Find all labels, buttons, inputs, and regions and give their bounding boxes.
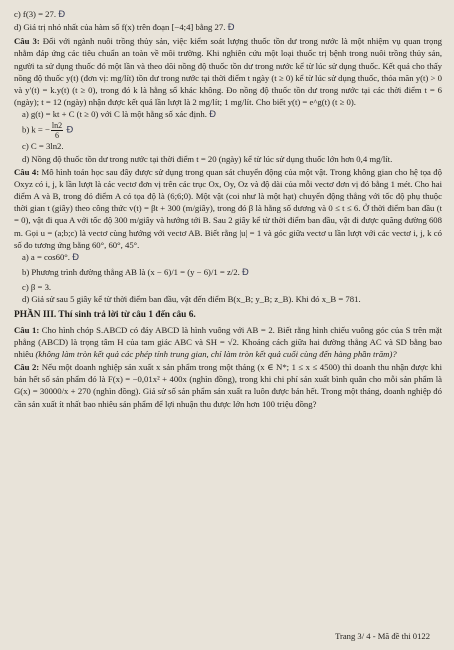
page-footer: Trang 3/ 4 - Mã đề thi 0122: [335, 630, 430, 641]
fraction-numerator: ln2: [51, 121, 63, 131]
statement-3b-text: b) k = −: [22, 124, 50, 135]
question-4: [14, 166, 442, 251]
statement-4b-text: b) Phương trình đường thẳng AB là: [22, 266, 146, 277]
part3-question-1: [14, 324, 442, 360]
fraction: [51, 121, 63, 140]
statement-3c: c) C = 3ln2.: [22, 141, 64, 152]
fraction-denominator: 6: [55, 131, 60, 141]
line-equation: (x − 6)/1 = (y − 6)/1 = z/2.: [147, 266, 240, 277]
handwritten-mark: Đ: [72, 252, 80, 263]
part3-question-1-text: Cho hình chóp S.ABCD có đáy ABCD là hình vuông với AB = 2. Biết rằng hình chiếu vuông góc của S trên mặt phẳng (ABCD) là trọng tâm H của tam giác ABC và SH = √2. Khoảng cách giữa hai đường thẳng AC và SD bằng bao nhiêu: [14, 324, 443, 359]
handwritten-mark: Đ: [209, 110, 217, 121]
statement-1d: [14, 21, 442, 34]
handwritten-mark: Đ: [58, 10, 66, 20]
part3-question-1-label: Câu 1:: [14, 324, 40, 335]
statement-3d: d) Nồng độ thuốc tồn dư trong nước tại thời điểm t = 20 (ngày) kể từ lúc sử dụng thuốc lớn hơn 0,4 mg/lít.: [22, 153, 393, 164]
statement-1c-text: c) f(3) = 27.: [14, 9, 57, 19]
part3-question-2-text: Nếu một doanh nghiệp sản xuất x sản phẩm trong một tháng (x ∈ N*; 1 ≤ x ≤ 4500) thì doanh thu nhận được khi bán hết số sản phẩm đó là F(x) = −0,01x² + 400x (nghìn đồng), trong khi chi phí sản xuất bình quân cho mỗi sản phẩm là G(x) = 30000/x + 270 (nghìn đồng). Giả sử số sản phẩm sản xuất ra luôn được bán hết. Trong một tháng, doanh nghiệp đó cần sản xuất ít nhất bao nhiêu sản phẩm để lợi nhuận thu được lớn hơn 100 triệu đồng?: [14, 362, 443, 409]
question-4-label: Câu 4:: [14, 166, 40, 177]
question-3-text: Đối với ngành nuôi trồng thủy sản, việc kiểm soát lượng thuốc tồn dư trong nước là một nhiệm vụ quan trọng nhằm đáp ứng các tiêu chuẩn an toàn về môi trường. Khi nghiên cứu một loại thuốc trị bệnh trong nuôi trồng thủy sản, người ta sử dụng thuốc đó một lần và theo dõi nồng độ thuốc tồn dư trong nước kể từ lúc sử dụng thuốc. Kết quả cho thấy nồng độ thuốc y(t) (đơn vị: mg/lít) tồn dư trong nước tại thời điểm t ngày (t ≥ 0) kể từ lúc sử dụng thuốc, thỏa mãn y(t) > 0 và y′(t) = k.y(t) (t ≥ 0), trong đó k là hằng số khác không. Đo nồng độ thuốc tồn dư trong nước tại các thời điểm t = 6 (ngày); t = 12 (ngày) nhận được kết quả lần lượt là 2 mg/lít; 1 mg/lít. Cho biết y(t) = e^g(t) (t ≥ 0).: [14, 36, 443, 108]
part3-question-1-note: (không làm tròn kết quả các phép tính trung gian, chỉ làm tròn kết quả cuối cùng đến hàng phần trăm)?: [35, 348, 397, 359]
statement-1d-text: d) Giá trị nhỏ nhất của hàm số f(x) trên đoạn [−4;4] bằng 27.: [14, 22, 226, 33]
statement-4c: c) β = 3.: [22, 282, 52, 293]
question-4-text: Mô hình toán học sau đây được sử dụng trong quan sát chuyển động của một vật. Trong không gian cho hệ tọa độ Oxyz có i, j, k lần lượt là các vectơ đơn vị trên các trục Ox, Oy, Oz và độ dài của mỗi vectơ đơn vị đó bằng 1 mét. Cho hai điểm A và B, trong đó điểm A có tọa độ là (6;6;0). Một vật (coi như là một hạt) chuyển động thẳng với tốc độ phụ thuộc thời gian t (giây) theo công thức v(t) = βt + 300 (m/giây), trong đó β là hằng số dương và 0 ≤ t ≤ 6. Ở thời điểm ban đầu (t = 0), vật đi qua A với tốc độ 300 m/giây và hướng tới B. Sau 2 giây kể từ thời điểm ban đầu, vật đi được quãng đường 608 m. Gọi u = (a;b;c) là vectơ cùng hướng với vectơ AB. Biết rằng |u| = 1 và góc giữa vectơ u lần lượt với các vectơ i, j, k có số đo tương ứng bằng 60°, 60°, 45°.: [14, 166, 442, 250]
question-3: [14, 35, 442, 108]
statement-3b: [14, 121, 442, 140]
statement-1c: [14, 8, 442, 21]
statement-3a: [14, 108, 442, 121]
statement-4b: [14, 266, 442, 279]
statement-3a-text: a) g(t) = kt + C (t ≥ 0) với C là một hằng số xác định.: [22, 109, 207, 120]
part3-question-2-label: Câu 2:: [14, 362, 40, 373]
handwritten-mark: Đ: [66, 125, 74, 136]
statement-4a-text: a) a = cos60°.: [22, 251, 70, 262]
part-3-heading: PHẦN III. Thí sinh trả lời từ câu 1 đến câu 6.: [14, 310, 196, 321]
statement-4a: [14, 251, 442, 264]
handwritten-mark: Đ: [241, 267, 249, 278]
part3-question-2: [14, 361, 442, 410]
statement-4d: d) Giả sử sau 5 giây kể từ thời điểm ban đầu, vật đến điểm B(x_B; y_B; z_B). Khi đó x_B = 781.: [22, 294, 361, 305]
handwritten-mark: Đ: [227, 23, 235, 34]
question-3-label: Câu 3:: [14, 36, 40, 47]
